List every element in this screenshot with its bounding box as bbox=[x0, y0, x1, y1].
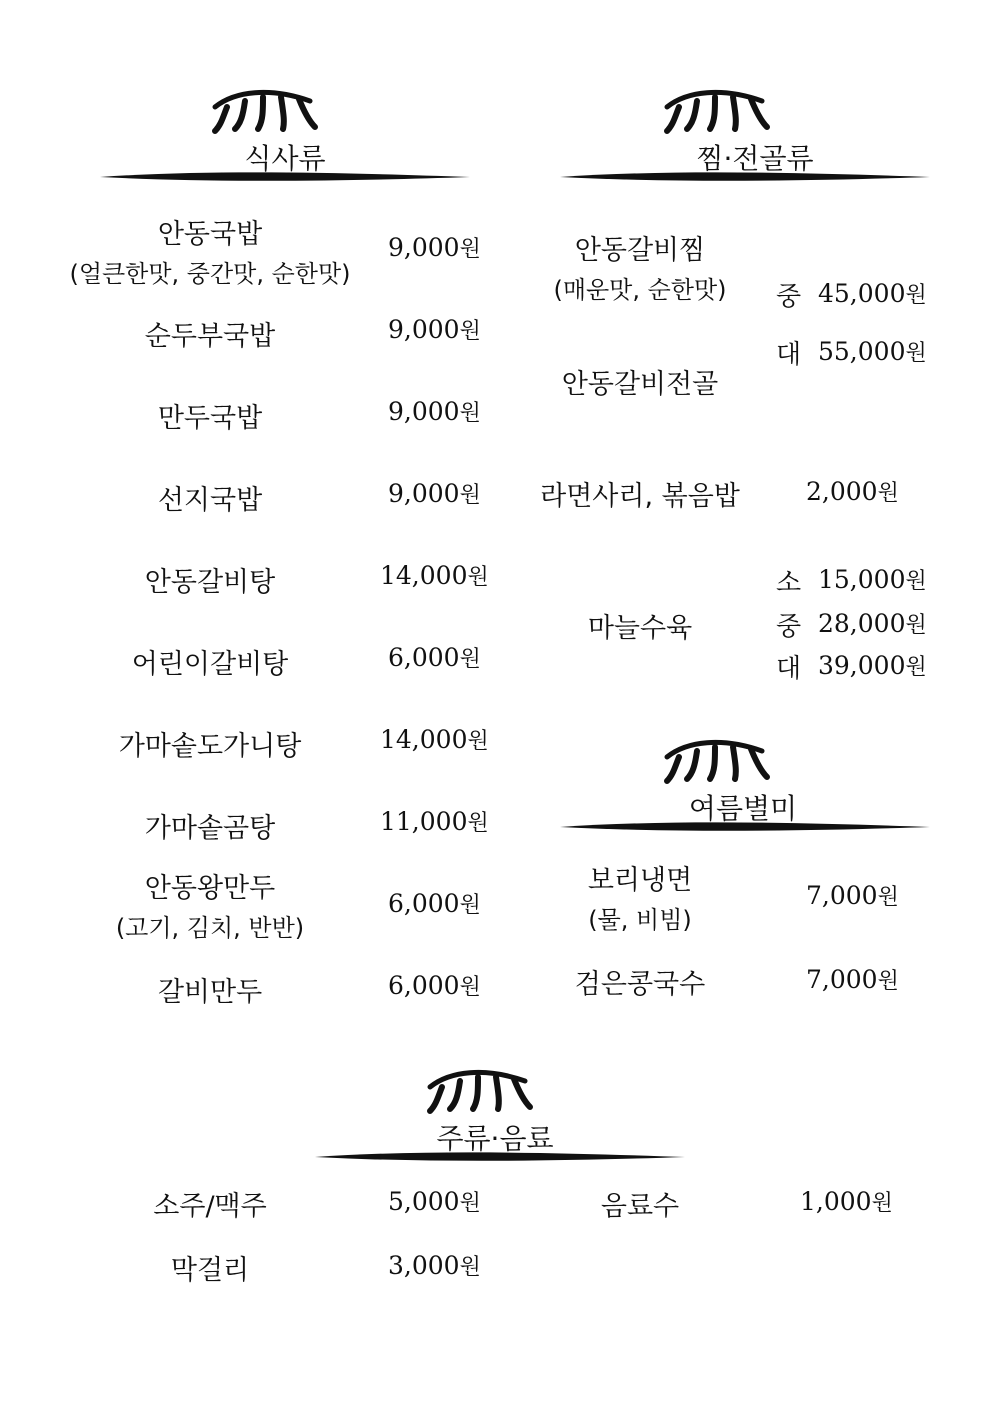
menu-item-name: 막걸리 bbox=[170, 1255, 250, 1286]
menu-item-name: 순두부국밥 bbox=[144, 321, 276, 352]
menu-item-price: 9,000원 bbox=[388, 233, 481, 262]
menu-item-price: 6,000원 bbox=[388, 643, 481, 672]
menu-item-name: 가마솥곰탕 bbox=[144, 813, 276, 844]
menu-item-price: 9,000원 bbox=[388, 315, 481, 344]
menu-item-price: 1,000원 bbox=[800, 1187, 893, 1216]
menu-item-name: 안동갈비전골 bbox=[561, 369, 719, 400]
menu-item-name: 가마솥도가니탕 bbox=[118, 731, 302, 762]
size-label: 중 bbox=[776, 282, 802, 312]
menu-item-name: 안동국밥 bbox=[157, 219, 263, 250]
menu-item-name: 소주/맥주 bbox=[153, 1191, 267, 1222]
menu-item-price: 3,000원 bbox=[388, 1251, 481, 1280]
menu-item-price: 5,000원 bbox=[388, 1187, 481, 1216]
menu-item-name: 선지국밥 bbox=[157, 485, 263, 516]
menu-item-name: 보리냉면 bbox=[587, 865, 693, 896]
menu-item-price: 39,000원 bbox=[818, 651, 927, 680]
menu-item-note: (고기, 김치, 반반) bbox=[115, 914, 305, 942]
section-title-meal: 식사류 bbox=[244, 142, 326, 175]
menu-item-price: 28,000원 bbox=[818, 609, 927, 638]
menu-item-name: 음료수 bbox=[600, 1191, 680, 1222]
menu-item-price: 7,000원 bbox=[806, 965, 899, 994]
menu-item-name: 라면사리, 볶음밥 bbox=[540, 481, 740, 512]
section-title-summer: 여름별미 bbox=[688, 792, 798, 825]
menu-item-price: 9,000원 bbox=[388, 397, 481, 426]
menu-item-name: 안동갈비찜 bbox=[574, 235, 706, 266]
section-header-drinks bbox=[310, 1065, 690, 1165]
menu-item-name: 어린이갈비탕 bbox=[131, 649, 289, 680]
menu-item-name: 만두국밥 bbox=[157, 403, 263, 434]
menu-item-note: (매운맛, 순한맛) bbox=[553, 276, 727, 304]
menu-item-name: 검은콩국수 bbox=[574, 969, 706, 1000]
menu-item-price: 6,000원 bbox=[388, 889, 481, 918]
menu-item-note: (얼큰한맛, 중간맛, 순한맛) bbox=[69, 260, 351, 288]
menu-item-price: 6,000원 bbox=[388, 971, 481, 1000]
menu-item-price: 15,000원 bbox=[818, 565, 927, 594]
menu-item-price: 14,000원 bbox=[380, 725, 489, 754]
size-label: 중 bbox=[776, 612, 802, 642]
menu-item-price: 11,000원 bbox=[380, 807, 489, 836]
menu-item-price: 45,000원 bbox=[818, 279, 927, 308]
size-label: 대 bbox=[776, 340, 802, 370]
menu-item-price: 2,000원 bbox=[806, 477, 899, 506]
menu-item-note: (물, 비빔) bbox=[588, 906, 692, 934]
menu-item-name: 마늘수육 bbox=[587, 613, 693, 644]
menu-item-name: 갈비만두 bbox=[157, 977, 263, 1008]
menu-item-price: 55,000원 bbox=[818, 337, 927, 366]
section-title-stew: 찜·전골류 bbox=[696, 142, 814, 175]
section-header-summer bbox=[555, 735, 935, 835]
size-label: 소 bbox=[776, 568, 802, 598]
menu-item-price: 9,000원 bbox=[388, 479, 481, 508]
size-label: 대 bbox=[776, 654, 802, 684]
section-title-drinks: 주류·음료 bbox=[436, 1122, 554, 1155]
section-header-stew bbox=[555, 85, 935, 185]
menu-item-name: 안동갈비탕 bbox=[144, 567, 276, 598]
menu-item-name: 안동왕만두 bbox=[144, 873, 276, 904]
section-header-meal bbox=[95, 85, 475, 185]
menu-item-price: 7,000원 bbox=[806, 881, 899, 910]
menu-item-price: 14,000원 bbox=[380, 561, 489, 590]
